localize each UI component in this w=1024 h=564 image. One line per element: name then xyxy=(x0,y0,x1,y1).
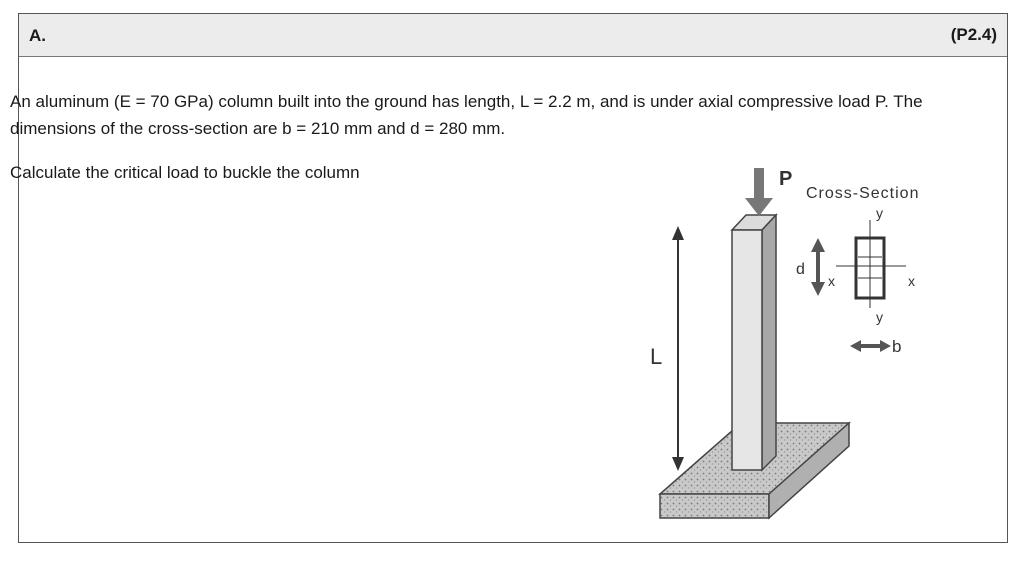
width-label: b xyxy=(892,337,902,356)
width-dimension-arrow xyxy=(850,340,891,352)
problem-reference: (P2.4) xyxy=(950,25,997,44)
problem-header xyxy=(19,14,1007,57)
axis-y-label-top: y xyxy=(876,205,883,221)
problem-statement: An aluminum (E = 70 GPa) column built into the ground has length, L = 2.2 m, and is under axial compressive load P. The dimensions of the cross-section are b = 210 mm and d = 280 mm. xyxy=(10,92,923,138)
question-letter: A. xyxy=(29,26,46,45)
column xyxy=(732,215,776,470)
length-label: L xyxy=(650,344,663,369)
load-arrow xyxy=(745,168,773,216)
axis-x-label-left: x xyxy=(828,273,835,289)
cross-section-diagram xyxy=(836,220,906,308)
problem-task: Calculate the critical load to buckle the column xyxy=(10,163,360,182)
length-dimension-arrow xyxy=(672,226,684,471)
load-label: P xyxy=(779,168,793,190)
depth-dimension-arrow xyxy=(811,238,825,296)
depth-label: d xyxy=(796,261,805,278)
axis-x-label-right: x xyxy=(908,273,915,289)
axis-y-label-bottom: y xyxy=(876,309,883,325)
column-figure xyxy=(636,160,956,530)
cross-section-title: Cross-Section xyxy=(806,185,920,202)
